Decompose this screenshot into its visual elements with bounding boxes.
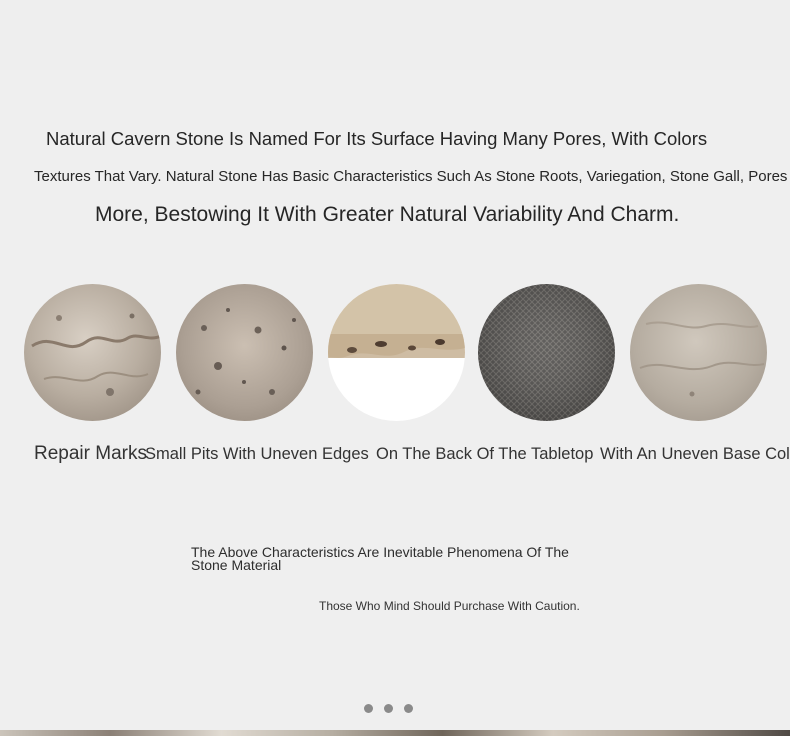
notice-text: The Above Characteristics Are Inevitable Phenomena Of The Stone Material xyxy=(191,544,569,573)
bottom-image-strip xyxy=(0,730,790,736)
stone-texture-small-pits-icon xyxy=(176,284,313,421)
intro-line-2: Textures That Vary. Natural Stone Has Basic Characteristics Such As Stone Roots, Variegation, Stone Gall, Pores xyxy=(34,168,788,185)
label-small-pits: Small Pits With Uneven Edges xyxy=(145,445,369,463)
mesh-back-texture-icon xyxy=(478,284,615,421)
intro-line-1: Natural Cavern Stone Is Named For Its Surface Having Many Pores, With Colors xyxy=(46,128,708,149)
carousel-dot-3[interactable] xyxy=(404,704,413,713)
intro-line-3: More, Bestowing It With Greater Natural Variability And Charm. xyxy=(95,203,680,226)
stone-edge-uneven-icon xyxy=(328,284,465,421)
carousel-dot-1[interactable] xyxy=(364,704,373,713)
label-back-tabletop: On The Back Of The Tabletop xyxy=(376,445,594,463)
carousel-dot-2[interactable] xyxy=(384,704,393,713)
stone-base-color-icon xyxy=(630,284,767,421)
top-band xyxy=(0,0,790,70)
caution-text: Those Who Mind Should Purchase With Caution. xyxy=(319,599,580,613)
label-uneven-base-color: With An Uneven Base Col xyxy=(600,445,790,463)
label-repair-marks: Repair Marks xyxy=(34,443,147,464)
stone-texture-repair-marks-icon xyxy=(24,284,161,421)
carousel-dots xyxy=(364,704,413,713)
